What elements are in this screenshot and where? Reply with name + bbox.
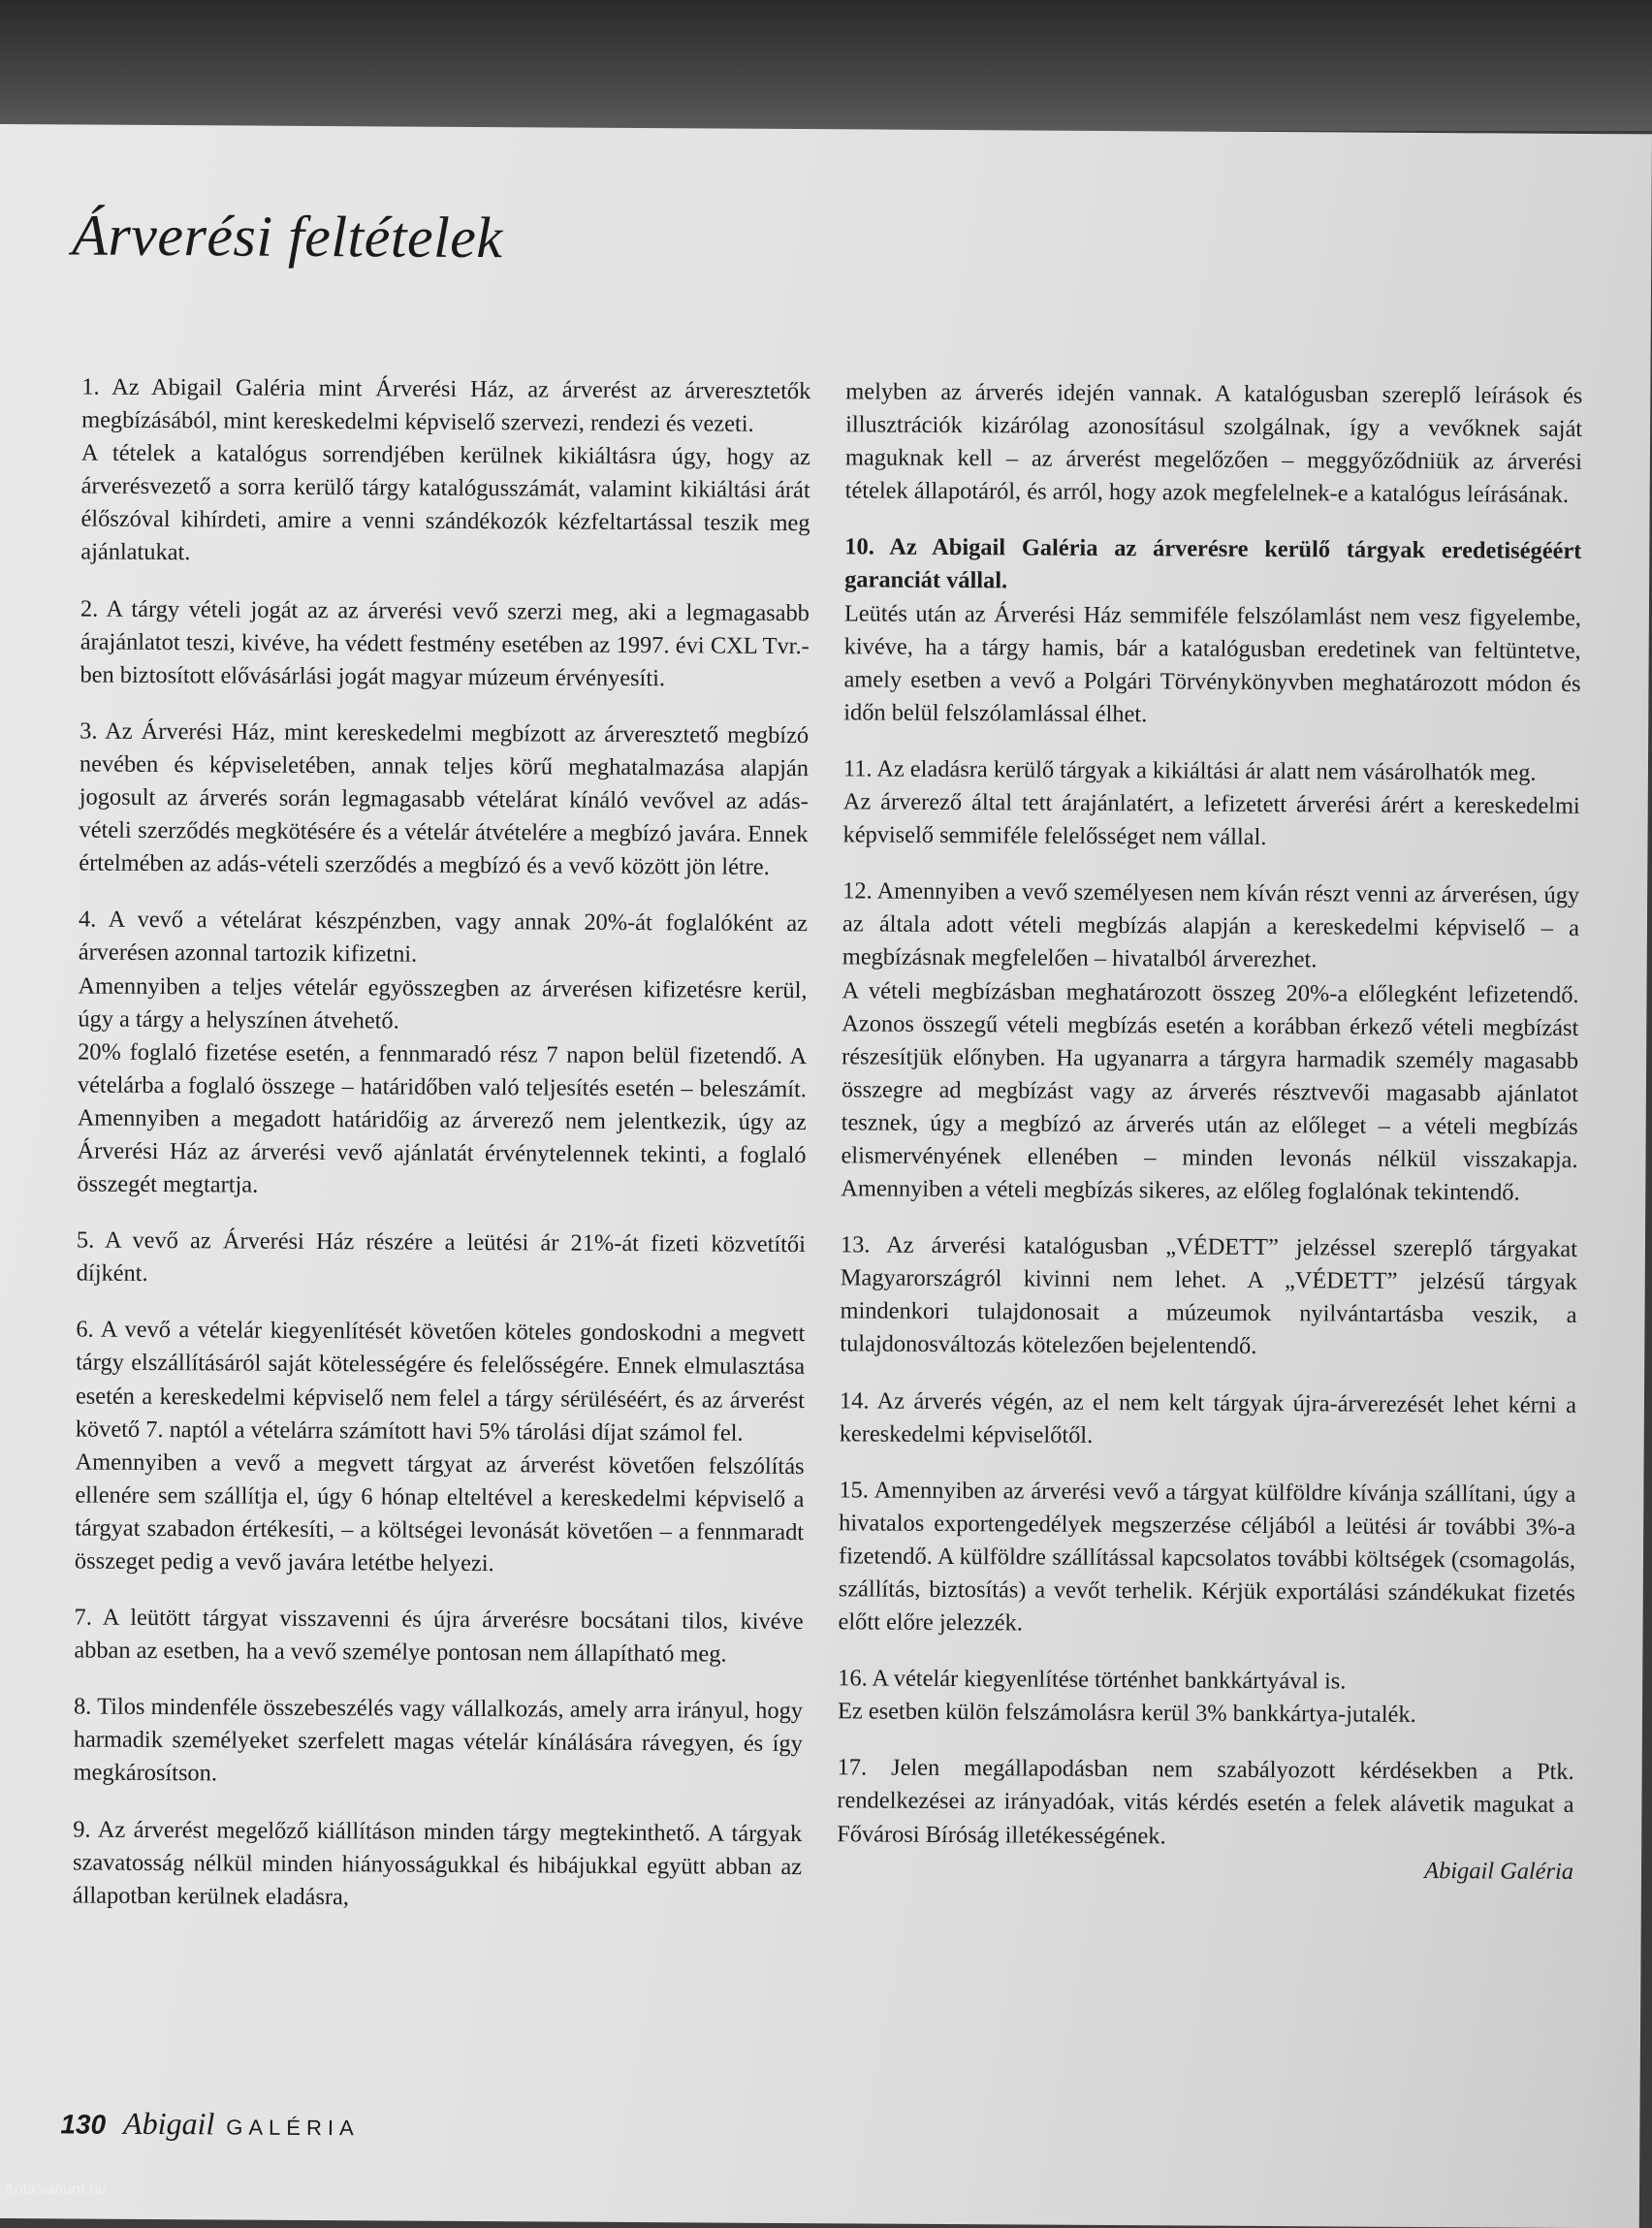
abigail-logo: Abigail bbox=[123, 2105, 215, 2142]
paragraph-9: 9. Az árverést megelőző kiállításon minden tárgy megtekinthető. A tárgyak szavatosság nélkül minden hiányosságukkal és hibájukkal együtt abban az állapotban kerülnek eladásra, bbox=[72, 1816, 803, 1910]
paragraph-8: 8. Tilos mindenféle összebeszélés vagy vállalkozás, amely arra irányul, hogy harmadik személyeket szerfelett magas vételár kínálására rávegyen, és így megkárosítson. bbox=[73, 1693, 804, 1787]
page-number: 130 bbox=[60, 2109, 107, 2140]
watermark: Antikvarium.hu bbox=[4, 2181, 107, 2198]
paragraph-10-body: Leütés után az Árverési Ház semmiféle felszólamlást nem vesz figyelembe, kivéve, ha a tárgy hamis, bár a katalógusban eredetinek van feltüntetve, amely esetben a vevő a Polgári Törvénykönyvben meghatározott módon és időn belül felszólamlással élhet. bbox=[843, 599, 1582, 728]
paragraph-10-heading: 10. Az Abigail Galéria az árverésre kerülő tárgyak eredetiségéért garanciát vállal. bbox=[844, 533, 1582, 594]
right-column bbox=[837, 375, 1582, 1888]
paragraph-13: 13. Az árverési katalógusban „VÉDETT” jelzéssel szereplő tárgyakat Magyarországról kivinni nem lehet. A „VÉDETT” jelzésű tárgyak mindenkori tulajdonosait a múzeumok nyilvántartásba veszik, a tulajdonosváltozás kötelezően bejelentendő. bbox=[840, 1231, 1578, 1360]
paragraph-11: 11. Az eladásra kerülő tárgyak a kikiáltási ár alatt nem vásárolhatók meg. Az árverező által tett árajánlatért, a lefizetett árverési árért a kereskedelmi képviselő semmiféle felelősséget nem vállal. bbox=[842, 755, 1580, 851]
paragraph-6: 6. A vevő a vételár kiegyenlítését követően köteles gondoskodni a megvett tárgy elszállításáról saját kötelességére és felelősségére. Ennek elmulasztása esetén a kereskedelmi képviselő nem felel a tárgy sérüléséért, és az árverést követő 7. naptól a vételárra számított havi 5% tárolási díjat számol fel. Amennyiben a vevő a megvett tárgyat az árverést követően felszólítás ellenére sem szállítja el, úgy 6 hónap elteltével a kereskedelmi képviselő a tárgyat szabadon értékesíti, – a költségei levonását követően – a fennmaradt összeget pedig a vevő javára letétbe helyezi. bbox=[74, 1316, 806, 1577]
paragraph-1: 1. Az Abigail Galéria mint Árverési Ház, az árverést az árveresztetők megbízásából, mint kereskedelmi képviselő szervezi, rendezi és vezeti. A tételek a katalógus sorrendjében kerülnek kikiáltásra úgy, hogy az árverésvezető a sorra kerülő tárgy katalógusszámát, valamint kikiáltási árát élőszóval kihírdeti, amire a venni szándékozók kézfeltartással teszik meg ajánlatukat. bbox=[80, 373, 811, 566]
paragraph-7: 7. A leütött tárgyat visszavenni és újra árverésre bocsátani tilos, kivéve abban az esetben, ha a vevő személye pontosan nem állapítható meg. bbox=[74, 1604, 804, 1668]
document-page bbox=[0, 124, 1652, 2228]
paragraph-15: 15. Amennyiben az árverési vevő a tárgyat külföldre kívánja szállítani, úgy a hivatalos exportengedélyek megszerzése céljából a leütési ár további 3%-a fizetendő. A külföldre szállítással kapcsolatos további költségek (csomagolás, szállítás, biztosítás) a vevőt terhelik. Kérjük exportálási szándékukat fizetés előtt előre jelezzék. bbox=[838, 1477, 1576, 1637]
paragraph-9-continuation: melyben az árverés idején vannak. A katalógusban szereplő leírások és illusztrációk kizárólag azonosításul szolgálnak, így a vevőknek saját maguknak kell – az árverést megelőzően – meggyőződniük az árverési tételek állapotáról, és arról, hogy azok megfelelnek-e a katalógus leírásának. bbox=[844, 378, 1583, 509]
brand-name: GALÉRIA bbox=[226, 2115, 360, 2141]
paragraph-14: 14. Az árverés végén, az el nem kelt tárgyak újra-árverezését lehet kérni a kereskedelmi képviselőtől. bbox=[839, 1386, 1577, 1448]
paragraph-10 bbox=[843, 531, 1581, 734]
paragraph-2: 2. A tárgy vételi jogát az az árverési vevő szerzi meg, aki a legmagasabb árajánlatot teszi, kivéve, ha védett festmény esetében az 1997. évi CXL Tvr.-ben biztosított elővásárlási jogát magyar múzeum érvényesíti. bbox=[79, 595, 810, 691]
paragraph-5: 5. A vevő az Árverési Ház részére a leütési ár 21%-át fizeti közvetítői díjként. bbox=[76, 1226, 807, 1288]
paragraph-4: 4. A vevő a vételárat készpénzben, vagy annak 20%-át foglalóként az árverésen azonnal tartozik kifizetni. Amennyiben a teljes vételár egyösszegben az árverésen kifizetésre kerül, úgy a tárgy a helyszínen átvehető. 20% foglaló fizetése esetén, a fennmaradó rész 7 napon belül fizetendő. A vételárba a foglaló összege – határidőben való teljesítés esetén – beleszámít. Amennyiben a megadott határidőig az árverező nem jelentkezik, úgy az Árverési Ház az árverési vevő ajánlatát érvénytelennek tekinti, a foglaló összegét megtartja. bbox=[77, 906, 809, 1198]
left-column bbox=[73, 371, 811, 1917]
paragraph-12: 12. Amennyiben a vevő személyesen nem kíván részt venni az árverésen, úgy az általa adott vételi megbízás alapján a kereskedelmi képviselő – a megbízásnak megfelelően – hivatalból árverezhet. A vételi megbízásban meghatározott összeg 20%-a előlegként lefizetendő. Azonos összegű vételi megbízás esetén a korábban érkező vételi megbízást részesítjük előnyben. Ha ugyanarra a tárgyra harmadik személy magasabb összegre ad megbízást vagy az árverés résztvevői magasabb ajánlatot tesznek, úgy a megbízó az árverés után az előleget – a vételi megbízás elismervényének ellenében – minden levonás nélkül visszakapja. Amennyiben a vételi megbízás sikeres, az előleg foglalónak tekintendő. bbox=[841, 877, 1580, 1206]
dark-background-top bbox=[0, 0, 1652, 131]
page-footer bbox=[60, 2105, 360, 2143]
paragraph-16: 16. A vételár kiegyenlítése történhet bankkártyával is. Ez esetben külön felszámolásra kerül 3% bankkártya-jutalék. bbox=[837, 1665, 1416, 1729]
page-title: Árverési feltételek bbox=[72, 203, 503, 271]
paragraph-3: 3. Az Árverési Ház, mint kereskedelmi megbízott az árveresztető megbízó nevében és képviseletében, annak teljes körű meghatalmazása alapján jogosult az árverés során legmagasabb vételárat kínáló vevővel az adás-vételi szerződés megkötésére és a vételár átvételére a megbízó javára. Ennek értelmében az adás-vételi szerződés a megbízó és a vevő között jön létre. bbox=[79, 717, 810, 881]
signature: Abigail Galéria bbox=[1424, 1857, 1574, 1885]
paragraph-17: 17. Jelen megállapodásban nem szabályozott kérdésekben a Ptk. rendelkezései az irányadóak, vitás kérdés esetén a felek alávetik magukat a Fővárosi Bíróság illetékességének. bbox=[837, 1754, 1574, 1849]
